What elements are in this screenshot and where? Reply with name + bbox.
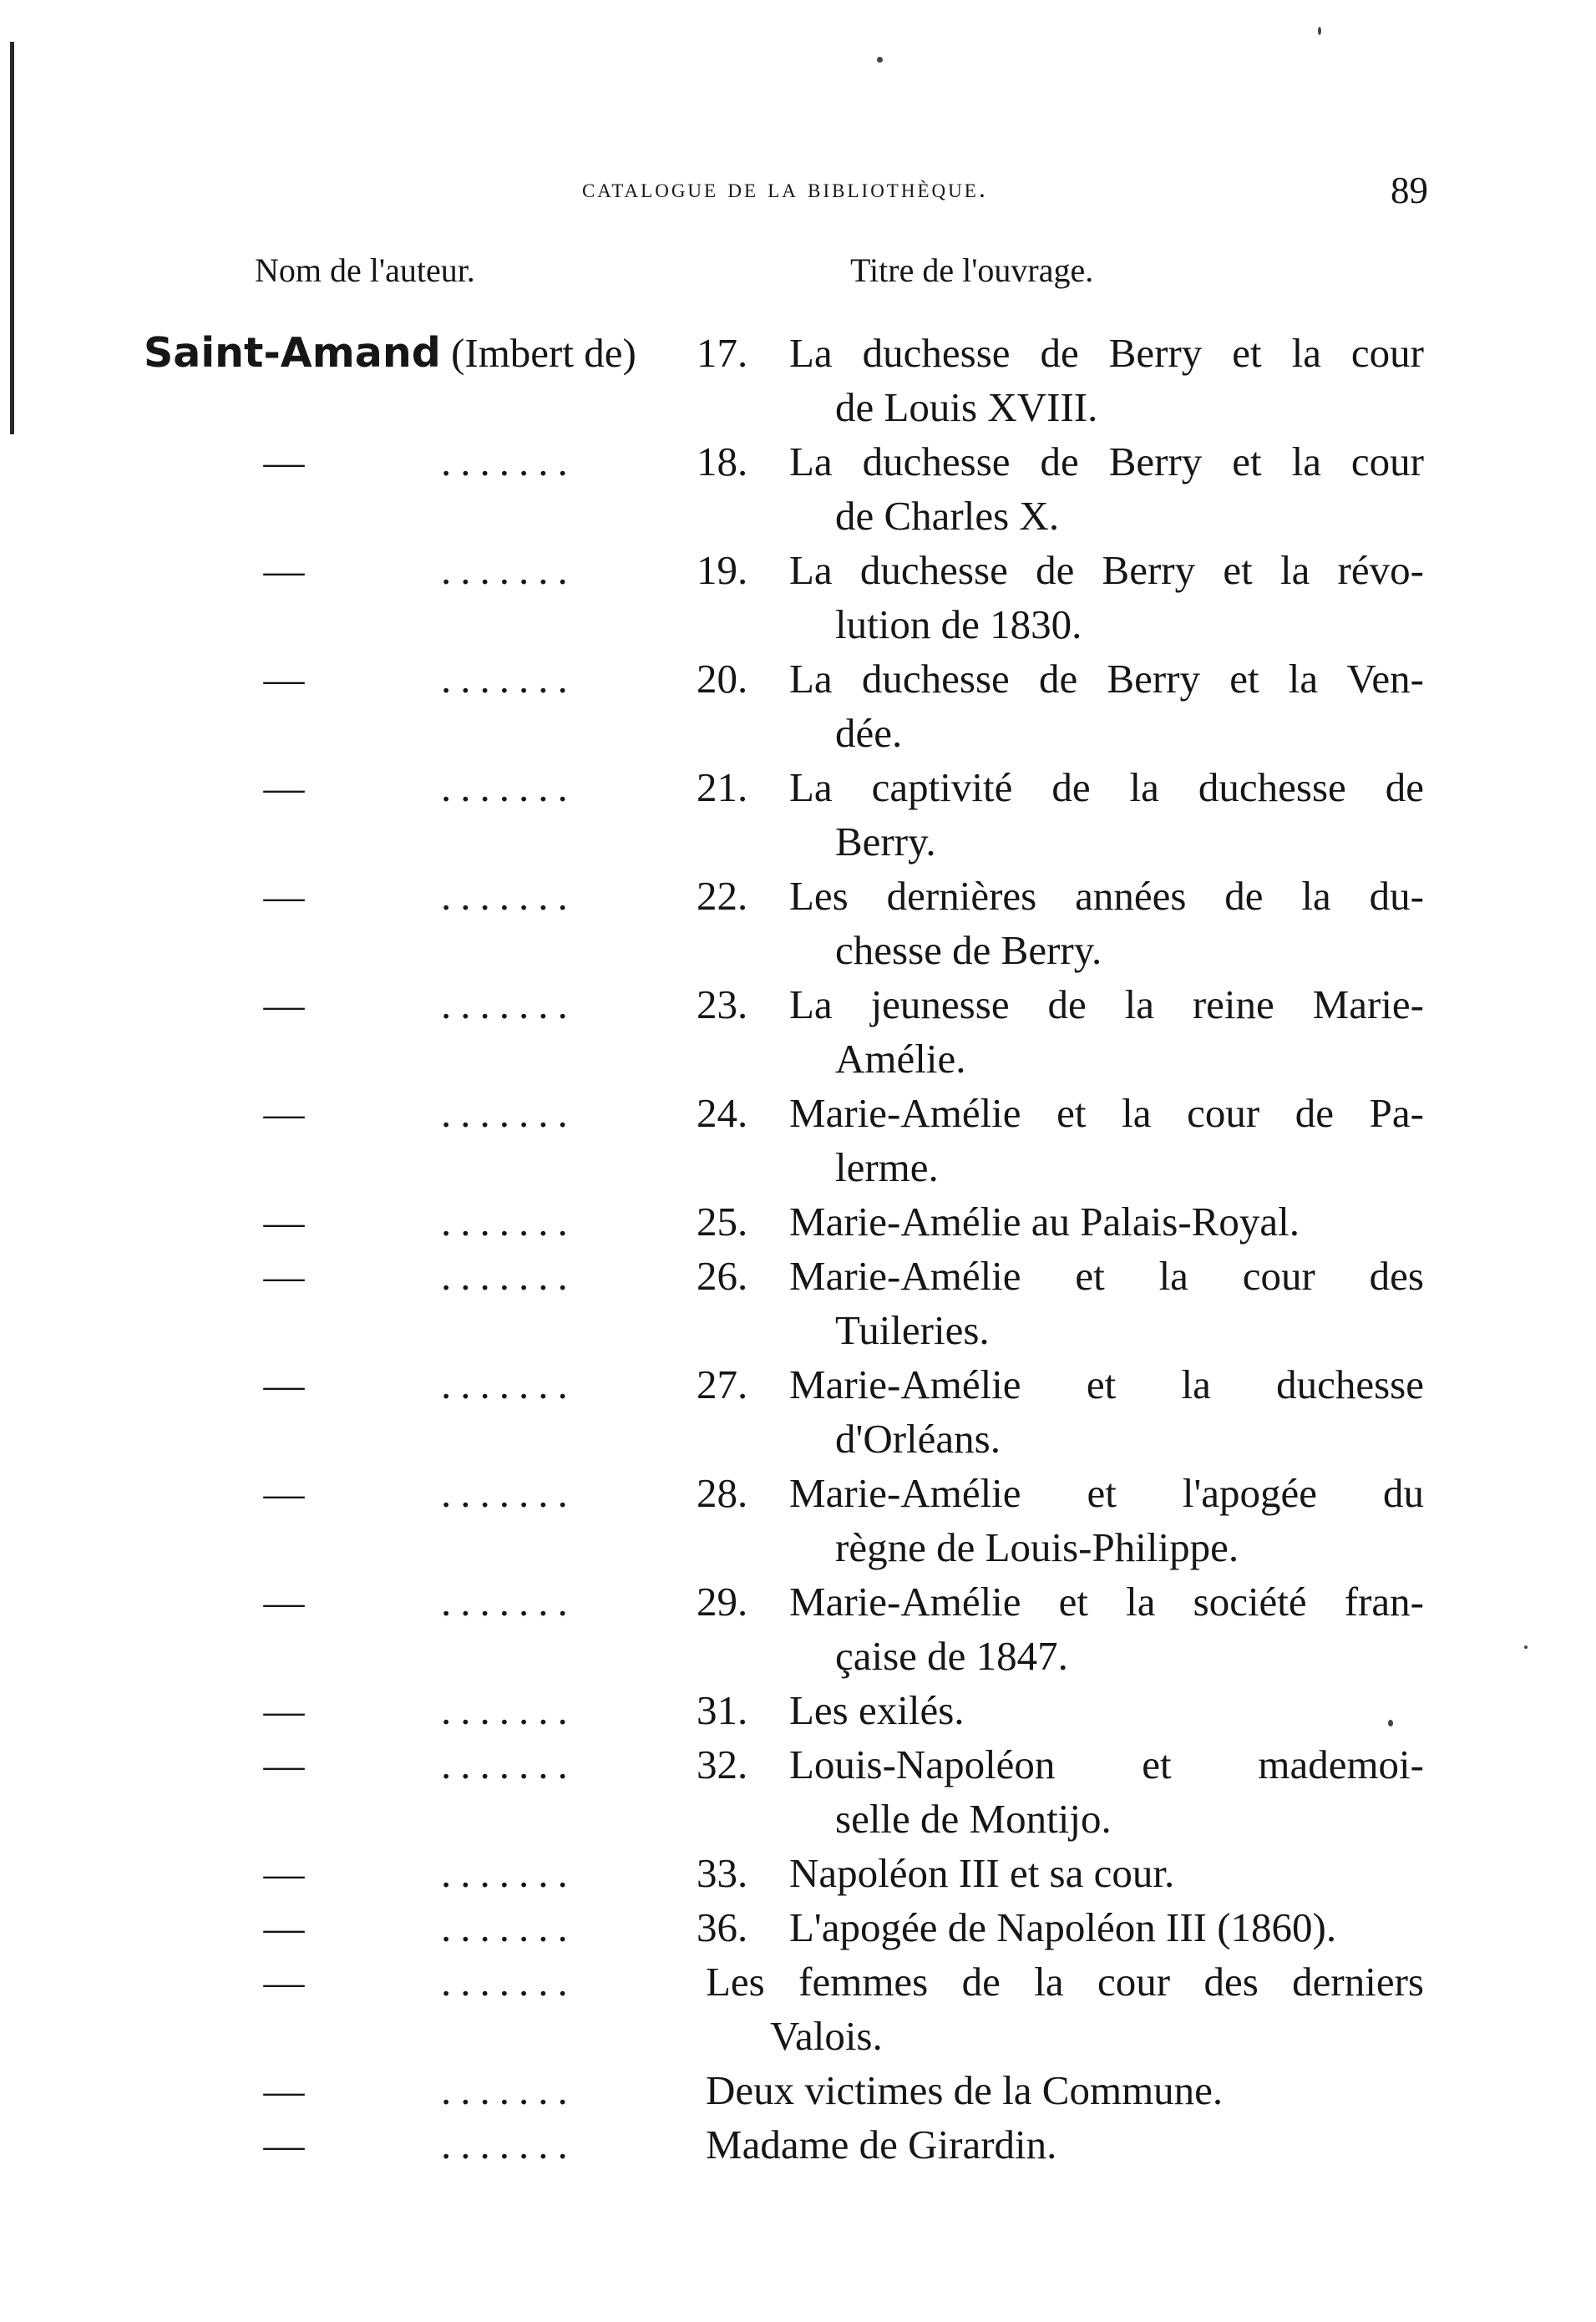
catalogue-entry [0, 1846, 1596, 1900]
ditto-mark: — [263, 656, 305, 702]
catalogue-entry [0, 651, 1596, 760]
catalogue-entries [0, 326, 1596, 2172]
entry-number: 22. [697, 873, 748, 919]
author-name: Saint-Amand [144, 329, 441, 377]
entry-title-continuation: Valois. [770, 2013, 883, 2059]
entry-line [0, 651, 1596, 706]
entry-title: La duchesse de Berry et la cour [789, 439, 1424, 484]
entry-number: 17. [697, 330, 748, 376]
entry-title-continuation: selle de Montijo. [835, 1796, 1112, 1842]
entry-line [0, 1303, 1596, 1357]
catalogue-entry [0, 1086, 1596, 1194]
entry-line [0, 977, 1596, 1032]
entry-title: La captivité de la duchesse de [789, 764, 1424, 810]
entry-line [0, 543, 1596, 597]
entry-number: 28. [697, 1470, 748, 1516]
entry-number: 24. [697, 1090, 748, 1136]
ditto-mark: — [263, 981, 305, 1027]
ditto-mark: — [263, 439, 305, 484]
entry-line [0, 1032, 1596, 1086]
entry-line [0, 1792, 1596, 1846]
catalogue-entry [0, 1954, 1596, 2063]
catalogue-entry [0, 1900, 1596, 1954]
entry-line [0, 1412, 1596, 1466]
entry-number: 23. [697, 981, 748, 1027]
ditto-mark: — [263, 764, 305, 810]
entry-title: Louis-Napoléon et mademoi- [789, 1742, 1424, 1787]
page-header [0, 170, 1596, 215]
catalogue-entry [0, 760, 1596, 869]
leader-dots: ....... [441, 873, 577, 919]
entry-line [0, 1900, 1596, 1954]
ditto-mark: — [263, 1199, 305, 1245]
leader-dots: ....... [441, 981, 577, 1027]
entry-line [0, 489, 1596, 543]
entry-title: Les femmes de la cour des derniers [706, 1959, 1424, 2005]
entry-line [0, 434, 1596, 489]
entry-title-continuation: çaise de 1847. [835, 1633, 1068, 1679]
entry-line [0, 326, 1596, 380]
entry-line [0, 1683, 1596, 1737]
entry-number: 21. [697, 764, 748, 810]
entry-line [0, 1629, 1596, 1683]
entry-title: Marie-Amélie et la cour des [789, 1253, 1424, 1299]
leader-dots: ....... [441, 1579, 577, 1625]
catalogue-entry [0, 326, 1596, 434]
entry-number: 36. [697, 1904, 748, 1950]
entry-line [0, 2117, 1596, 2172]
catalogue-entry [0, 977, 1596, 1086]
entry-number: 19. [697, 547, 748, 593]
entry-title-continuation: d'Orléans. [835, 1416, 1001, 1462]
entry-title-continuation: de Charles X. [835, 493, 1060, 539]
author-suffix: (Imbert de) [451, 330, 636, 376]
entry-line [0, 1357, 1596, 1412]
ditto-mark: — [263, 2122, 305, 2167]
entry-line [0, 1574, 1596, 1629]
leader-dots: ....... [441, 439, 577, 484]
entry-title-continuation: Berry. [835, 819, 936, 864]
entry-line [0, 1737, 1596, 1792]
entry-title-continuation: chesse de Berry. [835, 927, 1102, 973]
page-number: 89 [1391, 170, 1428, 211]
entry-line [0, 380, 1596, 434]
entry-number: 25. [697, 1199, 748, 1245]
catalogue-entry [0, 1194, 1596, 1249]
catalogue-entry [0, 1249, 1596, 1357]
entry-number: 20. [697, 656, 748, 702]
leader-dots: ....... [441, 1361, 577, 1407]
leader-dots: ....... [441, 1959, 577, 2005]
entry-line [0, 1140, 1596, 1194]
ditto-mark: — [263, 547, 305, 593]
entry-title: L'apogée de Napoléon III (1860). [789, 1904, 1337, 1950]
entry-title: Les dernières années de la du- [789, 873, 1424, 919]
title-column-heading: Titre de l'ouvrage. [850, 251, 1094, 289]
ditto-mark: — [263, 1850, 305, 1896]
leader-dots: ....... [441, 1742, 577, 1787]
leader-dots: ....... [441, 2122, 577, 2167]
entry-number: 26. [697, 1253, 748, 1299]
catalogue-entry [0, 1737, 1596, 1846]
leader-dots: ....... [441, 656, 577, 702]
author-column-heading: Nom de l'auteur. [255, 251, 475, 289]
leader-dots: ....... [441, 1253, 577, 1299]
author-cell [144, 326, 636, 380]
entry-title-continuation: dée. [835, 710, 903, 756]
entry-title: Marie-Amélie et l'apogée du [789, 1470, 1424, 1516]
ditto-mark: — [263, 1579, 305, 1625]
entry-number: 33. [697, 1850, 748, 1896]
running-title: catalogue de la bibliothèque. [581, 174, 989, 204]
entry-line [0, 1194, 1596, 1249]
leader-dots: ....... [441, 1687, 577, 1733]
leader-dots: ....... [441, 1090, 577, 1136]
entry-line [0, 597, 1596, 651]
entry-title: La duchesse de Berry et la cour [789, 330, 1424, 376]
entry-line [0, 2063, 1596, 2117]
ditto-mark: — [263, 1742, 305, 1787]
ink-speck [877, 57, 883, 63]
catalogue-entry [0, 1683, 1596, 1737]
entry-line [0, 1846, 1596, 1900]
entry-number: 27. [697, 1361, 748, 1407]
entry-title: Marie-Amélie au Palais-Royal. [789, 1199, 1300, 1245]
leader-dots: ....... [441, 547, 577, 593]
entry-title-continuation: de Louis XVIII. [835, 384, 1098, 430]
entry-number: 32. [697, 1742, 748, 1787]
entry-number: 31. [697, 1687, 748, 1733]
ditto-mark: — [263, 1361, 305, 1407]
catalogue-entry [0, 2117, 1596, 2172]
entry-line [0, 869, 1596, 923]
catalogue-entry [0, 2063, 1596, 2117]
ditto-mark: — [263, 1090, 305, 1136]
entry-title-continuation: règne de Louis-Philippe. [835, 1524, 1239, 1570]
entry-line [0, 2009, 1596, 2063]
entry-title: La duchesse de Berry et la révo- [789, 547, 1424, 593]
entry-title: Marie-Amélie et la société fran- [789, 1579, 1424, 1625]
ditto-mark: — [263, 2067, 305, 2113]
entry-line [0, 814, 1596, 869]
entry-title: La duchesse de Berry et la Ven- [789, 656, 1424, 702]
ditto-mark: — [263, 873, 305, 919]
entry-number: 18. [697, 439, 748, 484]
entry-title: Napoléon III et sa cour. [789, 1850, 1175, 1896]
catalogue-entry [0, 1574, 1596, 1683]
leader-dots: ....... [441, 1904, 577, 1950]
catalogue-entry [0, 1357, 1596, 1466]
ditto-mark: — [263, 1959, 305, 2005]
leader-dots: ....... [441, 2067, 577, 2113]
ditto-mark: — [263, 1470, 305, 1516]
ditto-mark: — [263, 1904, 305, 1950]
entry-title: Marie-Amélie et la duchesse [789, 1361, 1424, 1407]
entry-title-continuation: Amélie. [835, 1036, 966, 1082]
entry-title: Les exilés. [789, 1687, 965, 1733]
entry-number: 29. [697, 1579, 748, 1625]
catalogue-entry [0, 434, 1596, 543]
entry-title-continuation: lution de 1830. [835, 601, 1082, 647]
entry-line [0, 1249, 1596, 1303]
entry-title: Deux victimes de la Commune. [706, 2067, 1224, 2113]
ditto-mark: — [263, 1253, 305, 1299]
entry-title: Marie-Amélie et la cour de Pa- [789, 1090, 1424, 1136]
entry-line [0, 1466, 1596, 1520]
catalogue-entry [0, 1466, 1596, 1574]
leader-dots: ....... [441, 1199, 577, 1245]
entry-title: La jeunesse de la reine Marie- [789, 981, 1424, 1027]
entry-line [0, 923, 1596, 977]
entry-line [0, 1954, 1596, 2009]
entry-line [0, 1086, 1596, 1140]
catalogue-entry [0, 869, 1596, 977]
entry-line [0, 760, 1596, 814]
entry-title-continuation: lerme. [835, 1144, 939, 1190]
entry-line [0, 706, 1596, 760]
entry-title: Madame de Girardin. [706, 2122, 1057, 2167]
ditto-mark: — [263, 1687, 305, 1733]
catalogue-entry [0, 543, 1596, 651]
entry-title-continuation: Tuileries. [835, 1307, 990, 1353]
leader-dots: ....... [441, 1470, 577, 1516]
leader-dots: ....... [441, 1850, 577, 1896]
ink-speck [1318, 27, 1321, 35]
entry-line [0, 1520, 1596, 1574]
leader-dots: ....... [441, 764, 577, 810]
